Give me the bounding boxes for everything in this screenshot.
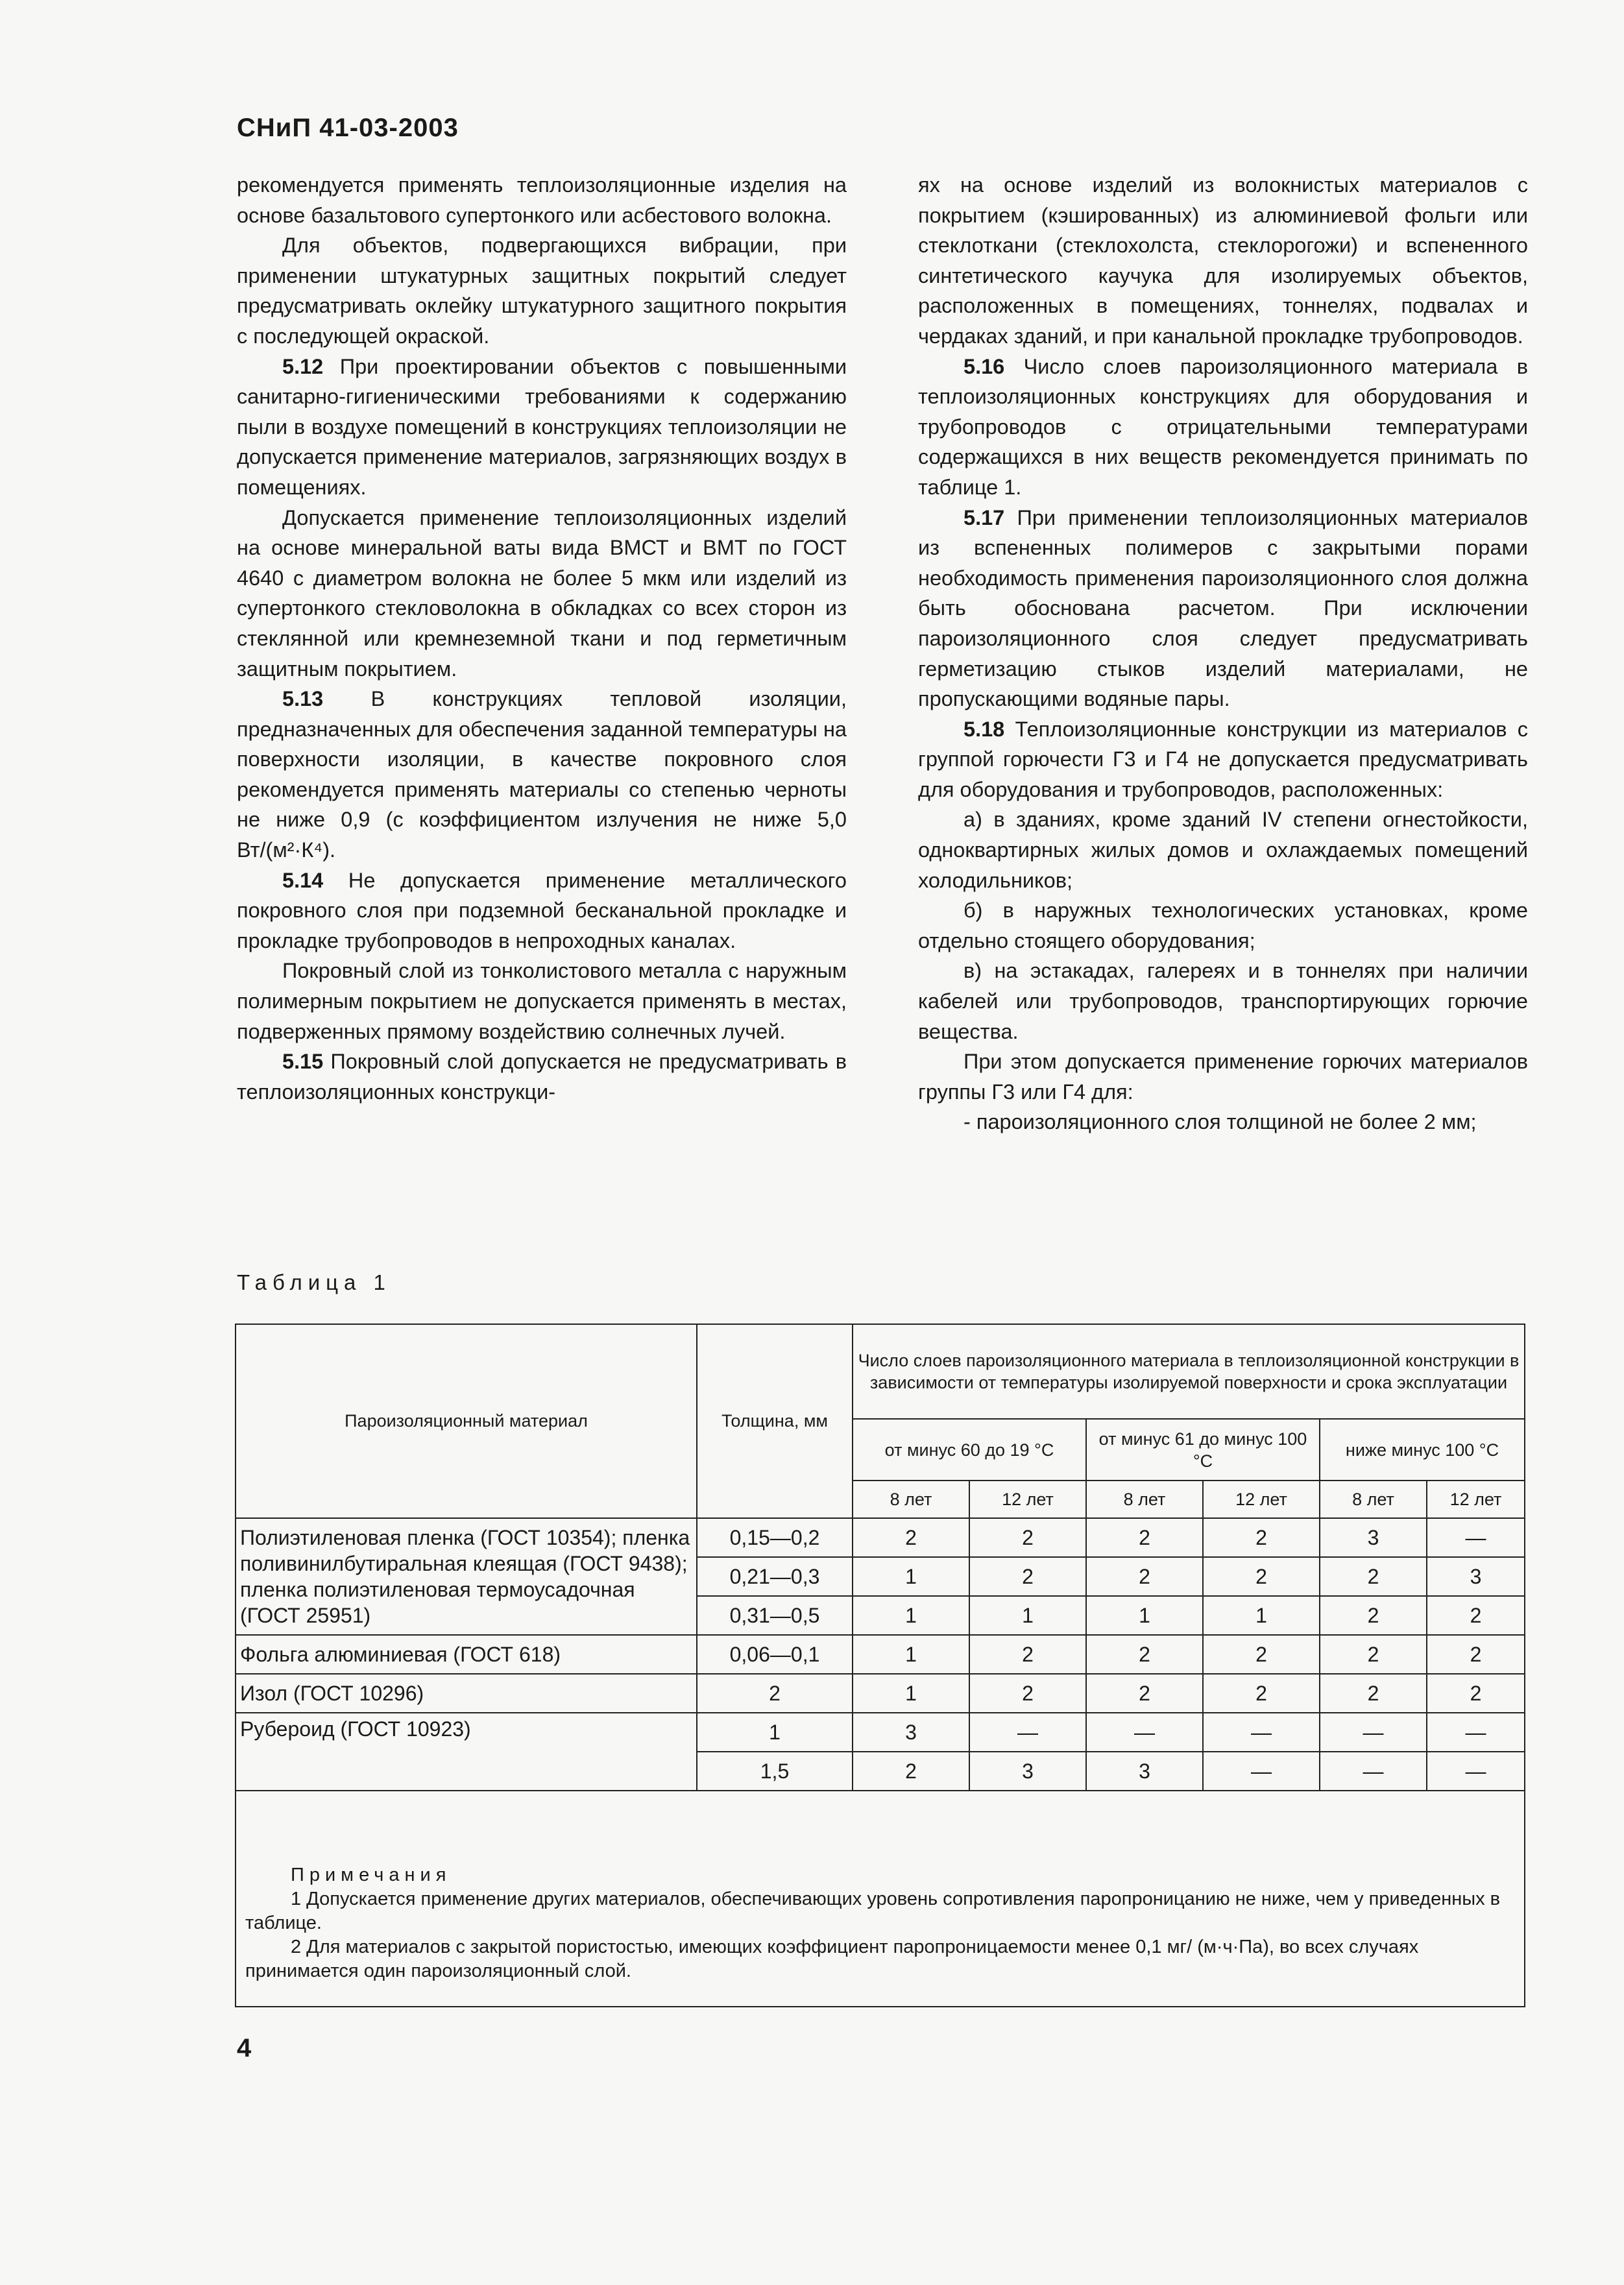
paragraph <box>237 230 847 351</box>
paragraph <box>918 895 1528 956</box>
clause-number: 5.16 <box>963 354 1005 378</box>
value-cell: 3 <box>853 1713 969 1752</box>
head-range-1: от минус 60 до 19 °С <box>853 1419 1086 1481</box>
paragraph-text: При проектировании объектов с повышенными санитарно-гигиеническими требованиями к содержанию пыли в воздухе помещений в конструкциях теплоизоляции не допускается применение материалов, загрязняющих воздух в помещениях. <box>237 354 847 499</box>
value-cell: 2 <box>1086 1674 1203 1713</box>
value-cell: — <box>1427 1518 1524 1557</box>
value-cell: 3 <box>1086 1752 1203 1791</box>
clause-number: 5.17 <box>963 505 1005 529</box>
value-cell: 1 <box>853 1596 969 1635</box>
clause-number: 5.12 <box>282 354 324 378</box>
paragraph <box>918 1046 1528 1107</box>
clause-number: 5.18 <box>963 717 1005 741</box>
value-cell: 1 <box>853 1674 969 1713</box>
value-cell: 2 <box>1320 1557 1427 1596</box>
value-cell: 2 <box>1203 1557 1320 1596</box>
paragraph <box>918 714 1528 805</box>
thickness-cell: 0,06—0,1 <box>697 1635 853 1674</box>
head-range-2: от минус 61 до минус 100 °С <box>1086 1419 1320 1481</box>
value-cell: 2 <box>969 1557 1086 1596</box>
value-cell: 2 <box>1203 1674 1320 1713</box>
paragraph-text: Теплоизоляционные конструкции из материалов с группой горючести Г3 и Г4 не допускается предусматривать для оборудования и трубопроводов, расположенных: <box>918 717 1528 801</box>
value-cell: — <box>1427 1752 1524 1791</box>
paragraph <box>237 956 847 1046</box>
thickness-cell: 0,31—0,5 <box>697 1596 853 1635</box>
value-cell: 3 <box>969 1752 1086 1791</box>
value-cell: 1 <box>1203 1596 1320 1635</box>
value-cell: 2 <box>1320 1635 1427 1674</box>
paragraph <box>918 170 1528 352</box>
paragraph-text: - пароизоляционного слоя толщиной не более 2 мм; <box>963 1110 1477 1134</box>
thickness-cell: 0,21—0,3 <box>697 1557 853 1596</box>
value-cell: — <box>1320 1713 1427 1752</box>
notes-title: Примечания <box>291 1865 452 1885</box>
thickness-cell: 1 <box>697 1713 853 1752</box>
value-cell: 1 <box>853 1635 969 1674</box>
material-cell: Изол (ГОСТ 10296) <box>236 1674 697 1713</box>
paragraph-text: а) в зданиях, кроме зданий IV степени огнестойкости, одноквартирных жилых домов и охлаждаемых помещений холодильников; <box>918 808 1528 892</box>
note-1: 1 Допускается применение других материалов, обеспечивающих уровень сопротивления паропроницанию не ниже, чем у приведенных в таблице. <box>245 1889 1501 1933</box>
paragraph <box>918 1107 1528 1137</box>
value-cell: — <box>1427 1713 1524 1752</box>
paragraph-text: Число слоев пароизоляционного материала в теплоизоляционных конструкциях для оборудования и трубопроводов с отрицательными температурами содержащихся в них веществ рекомендуется принимать по таблице 1. <box>918 354 1528 499</box>
value-cell: 3 <box>1427 1557 1524 1596</box>
paragraph <box>918 804 1528 895</box>
thickness-cell: 0,15—0,2 <box>697 1518 853 1557</box>
table-row <box>236 1635 1524 1674</box>
paragraph-text: рекомендуется применять теплоизоляционные изделия на основе базальтового супертонкого или асбестового волокна. <box>237 173 847 227</box>
paragraph <box>918 956 1528 1046</box>
table-notes <box>236 1863 1524 1983</box>
paragraph-text: Покровный слой из тонколистового металла с наружным полимерным покрытием не допускается применять в местах, подверженных прямому воздействию солнечных лучей. <box>237 959 847 1043</box>
table-row <box>236 1713 1524 1752</box>
page-number: 4 <box>237 2034 252 2062</box>
paragraph <box>918 352 1528 503</box>
vapor-barrier-table <box>236 1325 1524 1791</box>
paragraph <box>237 1046 847 1107</box>
value-cell: 2 <box>1427 1635 1524 1674</box>
value-cell: 2 <box>969 1635 1086 1674</box>
material-cell: Полиэтиленовая пленка (ГОСТ 10354); пленка поливинилбутиральная клеящая (ГОСТ 9438); пленка полиэтиленовая термоусадочная (ГОСТ 25951) <box>236 1518 697 1635</box>
value-cell: — <box>969 1713 1086 1752</box>
head-term: 8 лет <box>853 1481 969 1518</box>
paragraph-text: Допускается применение теплоизоляционных изделий на основе минеральной ваты вида ВМСТ и ВМТ по ГОСТ 4640 с диаметром волокна не более 5 мкм или изделий из супертонкого стекловолокна в обкладках со всех сторон из стеклянной или кремнеземной ткани и под герметичным защитным покрытием. <box>237 505 847 681</box>
value-cell: — <box>1203 1713 1320 1752</box>
paragraph <box>237 170 847 230</box>
value-cell: 2 <box>1086 1518 1203 1557</box>
value-cell: 2 <box>1320 1596 1427 1635</box>
table-row <box>236 1518 1524 1557</box>
thickness-cell: 1,5 <box>697 1752 853 1791</box>
table-row <box>236 1674 1524 1713</box>
value-cell: — <box>1320 1752 1427 1791</box>
paragraph <box>237 352 847 503</box>
value-cell: 2 <box>969 1518 1086 1557</box>
head-term: 12 лет <box>1203 1481 1320 1518</box>
value-cell: 2 <box>1203 1635 1320 1674</box>
paragraph-text: б) в наружных технологических установках, кроме отдельно стоящего оборудования; <box>918 899 1528 952</box>
paragraph-text: ях на основе изделий из волокнистых материалов с покрытием (кэшированных) из алюминиевой фольги или стеклоткани (стеклохолста, стеклорогожи) и вспененного синтетического каучука для изолируемых объектов, расположенных в помещениях, тоннелях, подвалах и чердаках зданий, и при канальной прокладке трубопроводов. <box>918 173 1528 348</box>
document-header: СНиП 41-03-2003 <box>237 114 459 142</box>
paragraph-text: в) на эстакадах, галереях и в тоннелях при наличии кабелей или трубопроводов, транспортирующих горючие вещества. <box>918 959 1528 1043</box>
value-cell: 1 <box>1086 1596 1203 1635</box>
paragraph-text: При этом допускается применение горючих материалов группы Г3 или Г4 для: <box>918 1050 1528 1104</box>
paragraph <box>237 865 847 956</box>
head-term: 8 лет <box>1320 1481 1427 1518</box>
value-cell: 2 <box>853 1752 969 1791</box>
head-material: Пароизоляционный материал <box>236 1325 697 1518</box>
paragraph-text: Не допускается применение металлического покровного слоя при подземной бесканальной прокладке и прокладке трубопроводов в непроходных каналах. <box>237 868 847 952</box>
paragraph-text: Для объектов, подвергающихся вибрации, при применении штукатурных защитных покрытий следует предусматривать оклейку штукатурного защитного покрытия с последующей окраской. <box>237 234 847 348</box>
right-column <box>918 170 1528 1137</box>
value-cell: — <box>1086 1713 1203 1752</box>
value-cell: 2 <box>1427 1596 1524 1635</box>
clause-number: 5.15 <box>282 1050 324 1074</box>
paragraph-text: В конструкциях тепловой изоляции, предназначенных для обеспечения заданной температуры на поверхности изоляции, в качестве покровного слоя рекомендуется применять материалы со степенью черноты не ниже 0,9 (с коэффициентом излучения не ниже 5,0 Вт/(м²·К⁴). <box>237 687 847 862</box>
table-1 <box>235 1324 1525 2007</box>
paragraph <box>237 503 847 684</box>
head-term: 8 лет <box>1086 1481 1203 1518</box>
clause-number: 5.13 <box>282 687 324 711</box>
paragraph-text: При применении теплоизоляционных материалов из вспененных полимеров с закрытыми порами необходимость применения пароизоляционного слоя должна быть обоснована расчетом. При исключении пароизоляционного слоя следует предусматривать герметизацию стыков изделий материалами, не пропускающими водяные пары. <box>918 505 1528 711</box>
thickness-cell: 2 <box>697 1674 853 1713</box>
head-range-3: ниже минус 100 °С <box>1320 1419 1524 1481</box>
table-title: Таблица 1 <box>237 1270 391 1294</box>
head-term: 12 лет <box>969 1481 1086 1518</box>
material-cell: Фольга алюминиевая (ГОСТ 618) <box>236 1635 697 1674</box>
value-cell: 1 <box>969 1596 1086 1635</box>
value-cell: — <box>1203 1752 1320 1791</box>
value-cell: 2 <box>853 1518 969 1557</box>
paragraph <box>918 503 1528 714</box>
material-cell: Рубероид (ГОСТ 10923) <box>236 1713 697 1791</box>
value-cell: 2 <box>1086 1557 1203 1596</box>
value-cell: 2 <box>1086 1635 1203 1674</box>
value-cell: 2 <box>1427 1674 1524 1713</box>
value-cell: 1 <box>853 1557 969 1596</box>
paragraph <box>237 684 847 865</box>
left-column <box>237 170 847 1137</box>
head-layers: Число слоев пароизоляционного материала в теплоизоляционной конструкции в зависимости от температуры изолируемой поверхности и срока эксплуатации <box>853 1325 1524 1419</box>
note-2: 2 Для материалов с закрытой пористостью, имеющих коэффициент паропроницаемости менее 0,1 мг/ (м·ч·Па), во всех случаях принимается один пароизоляционный слой. <box>245 1937 1419 1981</box>
clause-number: 5.14 <box>282 868 324 892</box>
text-columns <box>237 170 1528 1137</box>
value-cell: 2 <box>1320 1674 1427 1713</box>
head-term: 12 лет <box>1427 1481 1524 1518</box>
value-cell: 2 <box>969 1674 1086 1713</box>
value-cell: 3 <box>1320 1518 1427 1557</box>
paragraph-text: Покровный слой допускается не предусматривать в теплоизоляционных конструкци- <box>237 1050 847 1104</box>
value-cell: 2 <box>1203 1518 1320 1557</box>
head-thickness: Толщина, мм <box>697 1325 853 1518</box>
